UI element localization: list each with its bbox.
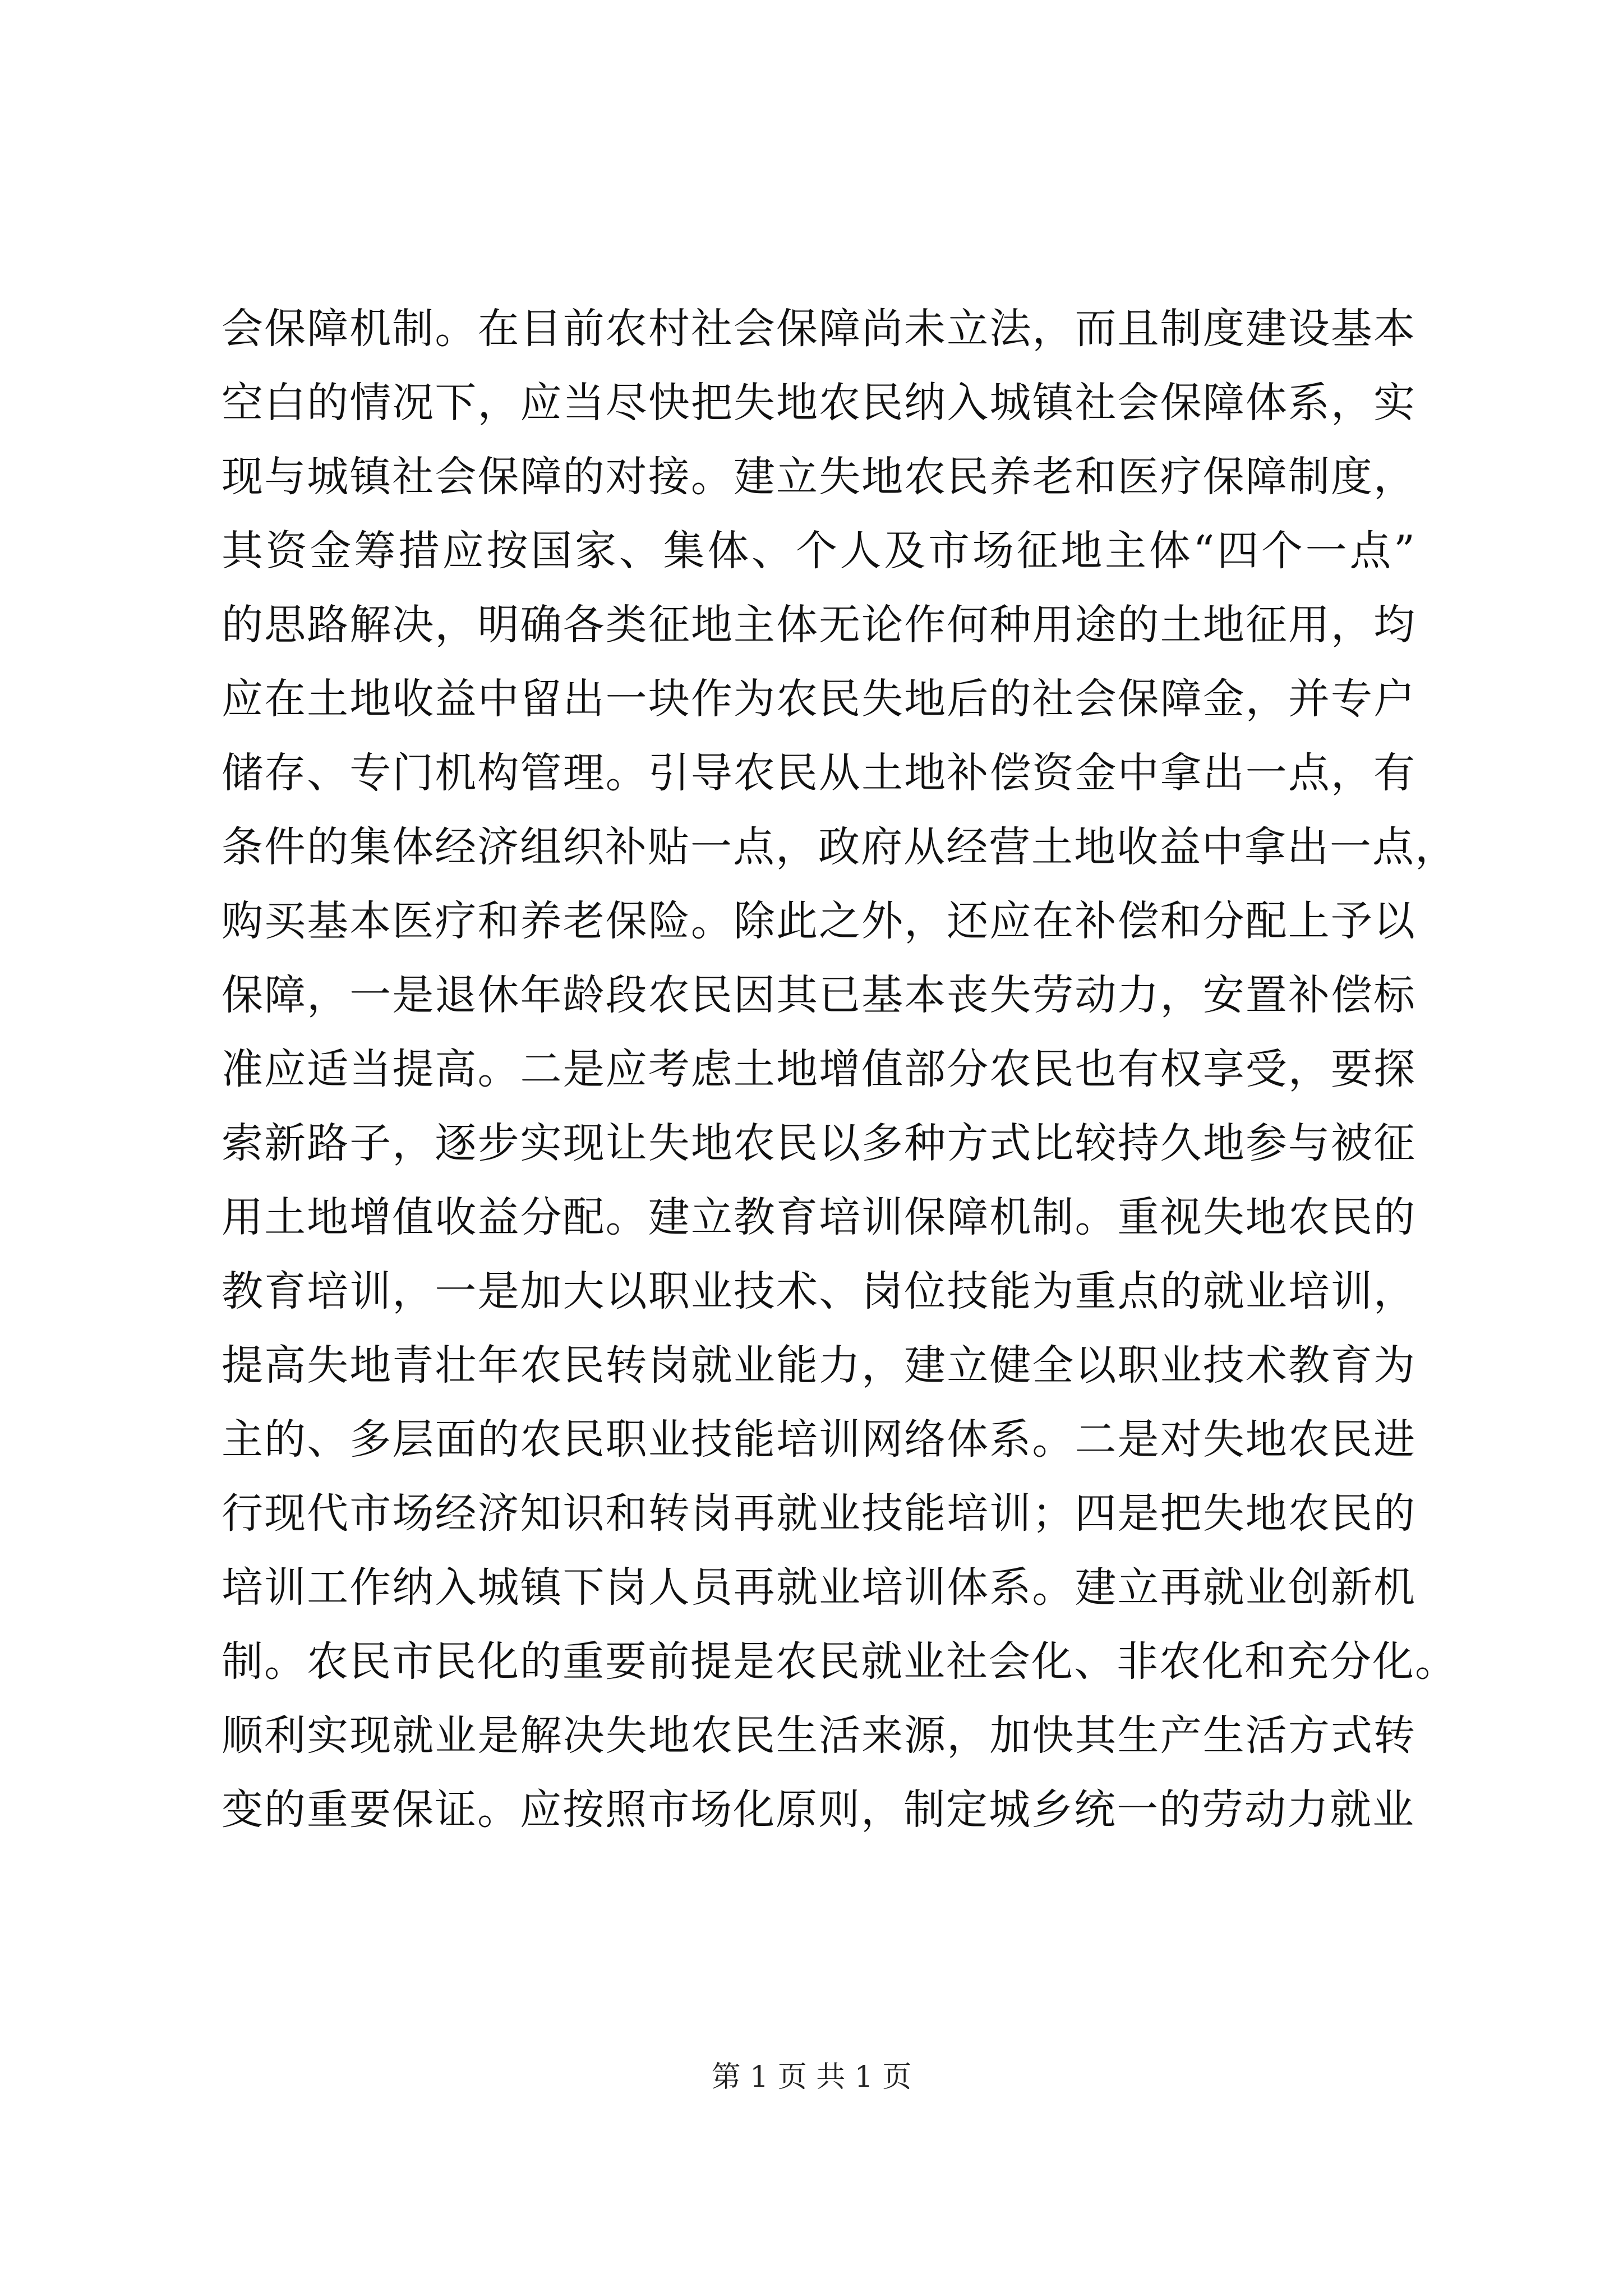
text-line: 应在土地收益中留出一块作为农民失地后的社会保障金，并专户 — [222, 675, 1416, 723]
text-line: 用土地增值收益分配。建立教育培训保障机制。重视失地农民的 — [222, 1193, 1416, 1241]
text-line: 准应适当提高。二是应考虑土地增值部分农民也有权享受，要探 — [222, 1045, 1416, 1093]
text-line: 制。农民市民化的重要前提是农民就业社会化、非农化和充分化。 — [222, 1637, 1458, 1686]
text-line: 变的重要保证。应按照市场化原则，制定城乡统一的劳动力就业 — [222, 1786, 1415, 1834]
body-text — [222, 292, 1458, 1847]
text-line: 储存、专门机构管理。引导农民从土地补偿资金中拿出一点，有 — [222, 749, 1416, 797]
text-line: 培训工作纳入城镇下岗人员再就业培训体系。建立再就业创新机 — [222, 1563, 1416, 1612]
text-line: 提高失地青壮年农民转岗就业能力，建立健全以职业技术教育为 — [222, 1341, 1416, 1389]
text-line: 保障，一是退休年龄段农民因其已基本丧失劳动力，安置补偿标 — [222, 971, 1416, 1019]
text-line: 主的、多层面的农民职业技能培训网络体系。二是对失地农民进 — [222, 1415, 1416, 1464]
text-line: 其资金筹措应按国家、集体、个人及市场征地主体“四个一点” — [222, 527, 1416, 575]
text-line: 顺利实现就业是解决失地农民生活来源，加快其生产生活方式转 — [222, 1711, 1416, 1760]
text-line: 索新路子，逐步实现让失地农民以多种方式比较持久地参与被征 — [222, 1119, 1416, 1167]
text-line: 空白的情况下，应当尽快把失地农民纳入城镇社会保障体系，实 — [222, 379, 1416, 427]
text-line: 的思路解决，明确各类征地主体无论作何种用途的土地征用，均 — [222, 601, 1416, 649]
text-line: 现与城镇社会保障的对接。建立失地农民养老和医疗保障制度， — [222, 453, 1416, 501]
text-line: 教育培训，一是加大以职业技术、岗位技能为重点的就业培训， — [222, 1267, 1416, 1315]
text-line: 会保障机制。在目前农村社会保障尚未立法，而且制度建设基本 — [222, 305, 1416, 353]
page-number-footer: 第 1 页 共 1 页 — [711, 2060, 912, 2094]
text-line: 条件的集体经济组织补贴一点，政府从经营土地收益中拿出一点， — [222, 823, 1458, 871]
text-line: 购买基本医疗和养老保险。除此之外，还应在补偿和分配上予以 — [222, 897, 1416, 945]
text-line: 行现代市场经济知识和转岗再就业技能培训；四是把失地农民的 — [222, 1489, 1416, 1538]
